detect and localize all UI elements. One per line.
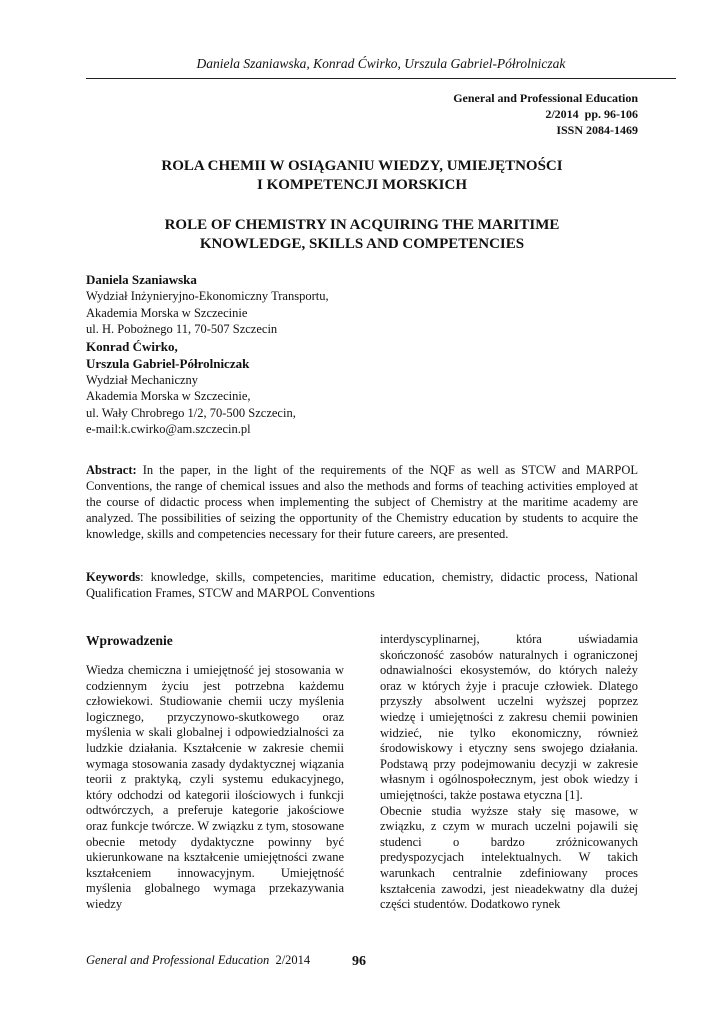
body-paragraph: Obecnie studia wyższe stały się masowe, w związku, z czym w murach uczelni pojawili się studenci o bardzo zróżnicowanych predyspozycjach intelektualnych. W takich warunkach centralnie zdefiniowany proces kształcenia zawodzi, jest nieadekwatny dla dużej części studentów. Dodatkowo rynek — [380, 803, 638, 912]
author-name: Urszula Gabriel-Półrolniczak — [86, 355, 250, 371]
title-english-line2: KNOWLEDGE, SKILLS AND COMPETENCIES — [199, 236, 525, 252]
title-polish-line1: ROLA CHEMII W OSIĄGANIU WIEDZY, UMIEJĘTNOŚCI — [161, 158, 563, 174]
column-left — [86, 632, 344, 913]
author-affiliation-line: ul. H. Pobożnego 11, 70-507 Szczecin — [86, 322, 278, 336]
footer-journal-name: General and Professional Education — [86, 953, 270, 967]
footer-year: 2/2014 — [269, 953, 311, 967]
author-affiliation-line: Wydział Inżynieryjno-Ekonomiczny Transportu, — [86, 289, 329, 303]
footer-journal — [86, 953, 310, 968]
author-affiliation-line: Akademia Morska w Szczecinie, — [86, 389, 251, 403]
section-title: Wprowadzenie — [86, 633, 173, 648]
body-paragraph: interdyscyplinarnej, która uświadamia skończoność zasobów naturalnych i ograniczonej odnawialności ekosystemów, do których należy oraz w których żyje i pracuje człowiek. Dlatego przyszły absolwent uczelni wyższej poprzez wiedzę i umiejętności z zakresu chemii powinien widzieć, nie tylko ekonomiczny, również środowiskowy i etyczny sens swojego działania. Podstawą przy podejmowaniu decyzji w zakresie własnym i ogólnospołecznym, jest obok wiedzy i umiejętności, także postawa etyczna [1]. — [380, 632, 638, 802]
abstract — [86, 462, 638, 542]
column-right — [380, 632, 638, 913]
author-email: e-mail:k.cwirko@am.szczecin.pl — [86, 422, 251, 436]
journal-issue: 2/2014 pp. 96-106 — [545, 107, 638, 121]
keywords — [86, 569, 638, 601]
title-english-line1: ROLE OF CHEMISTRY IN ACQUIRING THE MARITIME — [164, 217, 560, 233]
journal-issn: ISSN 2084-1469 — [556, 123, 638, 137]
author-block — [86, 271, 638, 438]
author-affiliation-line: Akademia Morska w Szczecinie — [86, 305, 248, 320]
title-polish-line2: I KOMPETENCJI MORSKICH — [256, 177, 467, 193]
running-header: Daniela Szaniawska, Konrad Ćwirko, Urszula Gabriel-Półrolniczak — [196, 56, 566, 71]
journal-info — [453, 90, 638, 138]
keywords-label: Keywords — [86, 570, 141, 584]
journal-name: General and Professional Education — [453, 91, 638, 105]
author-name: Daniela Szaniawska — [86, 272, 197, 287]
page-number: 96 — [352, 954, 366, 969]
author-affiliation-line: Wydział Mechaniczny — [86, 372, 199, 387]
title-polish — [86, 157, 638, 195]
abstract-text: In the paper, in the light of the requirements of the NQF as well as STCW and MARPOL Conventions, the range of chemical issues and also the methods and forms of teaching activities employed at the course of didactic process when implementing the subject of Chemistry at the maritime academy are analyzed. The possibilities of seizing the opportunity of the Chemistry education by students to acquire the knowledge, skills and competencies necessary for their future careers, are presented. — [86, 463, 638, 541]
author-name: Konrad Ćwirko, — [86, 338, 178, 354]
title-english — [86, 216, 638, 254]
header-rule — [86, 78, 676, 79]
abstract-label: Abstract: — [86, 463, 137, 477]
body-paragraph: Wiedza chemiczna i umiejętność jej stosowania w codziennym życiu jest potrzebna każdemu człowiekowi. Studiowanie chemii uczy myślenia logicznego, przyczynowo-skutkowego oraz myślenia w skali globalnej i odpowiedzialności za ludzkie działania. Kształcenie w zakresie chemii wymaga stosowania zasady dydaktycznej wiązania teorii z praktyką, czyli systemu edukacyjnego, który odchodzi od kategorii ilościowych i funkcji odtwórczych, a preferuje kategorie jakościowe oraz funkcje twórcze. W związku z tym, stosowane obecnie metody dydaktyczne powinny być ukierunkowane na kształcenie umiejętności zwane kształceniem innowacyjnym. Umiejętność myślenia globalnego wymaga przekazywania wiedzy — [86, 663, 344, 911]
author-affiliation-line: ul. Wały Chrobrego 1/2, 70-500 Szczecin, — [86, 405, 296, 420]
keywords-text: : knowledge, skills, competencies, maritime education, chemistry, didactic process, National Qualification Frames, STCW and MARPOL Conventions — [86, 570, 638, 600]
